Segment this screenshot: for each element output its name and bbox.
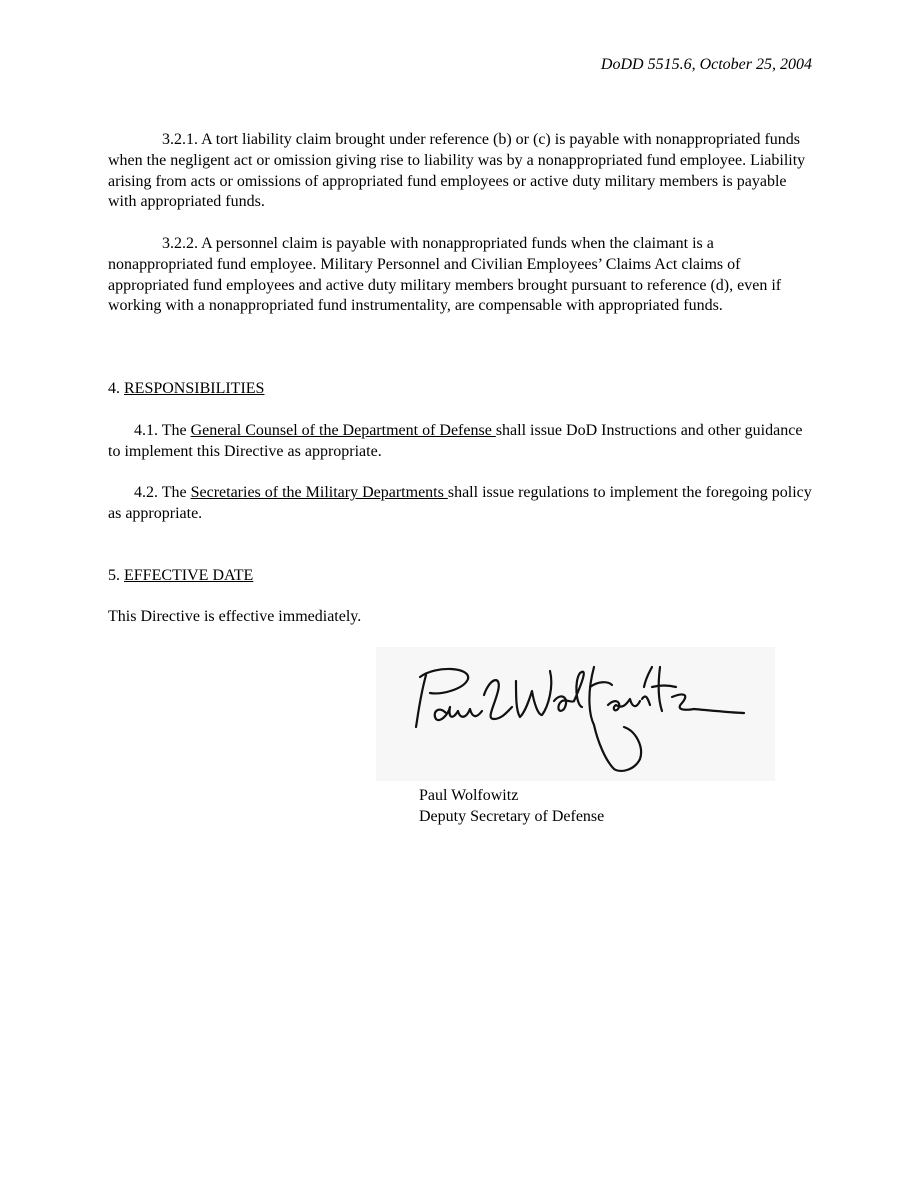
paragraph-4-1-prefix: 4.1. The <box>134 422 191 439</box>
paragraph-3-2-2: 3.2.2. A personnel claim is payable with nonappropriated funds when the claimant is a nonappropriated fund employee. Military Personnel and Civilian Employees’ Claims Act claims of appropriated fund employees and active duty military members brought pursuant to reference (d), even if working with a nonappropriated fund instrumentality, are compensable with appropriated funds. <box>108 235 782 315</box>
section-5-heading <box>108 566 812 587</box>
signatory-title: Deputy Secretary of Defense <box>419 808 605 825</box>
signatory-name: Paul Wolfowitz <box>419 787 519 804</box>
general-counsel-text: General Counsel of the Department of Defense <box>190 422 496 439</box>
handwritten-signature <box>376 647 775 781</box>
military-secretaries-text: Secretaries of the Military Departments <box>190 484 448 501</box>
section-5-body: This Directive is effective immediately. <box>108 608 362 625</box>
paragraph-4-2 <box>108 483 812 525</box>
section-5-title: EFFECTIVE DATE <box>124 567 254 584</box>
section-4-number: 4. <box>108 380 124 397</box>
document-reference: DoDD 5515.6, October 25, 2004 <box>600 56 812 73</box>
paragraph-4-2-prefix: 4.2. The <box>134 484 191 501</box>
section-4-title: RESPONSIBILITIES <box>124 380 265 397</box>
paragraph-4-2-suffix: shall issue regulations to implement the foregoing policy as appropriate. <box>108 484 812 522</box>
section-5-number: 5. <box>108 567 124 584</box>
paragraph-4-1-suffix: shall issue DoD Instructions and other guidance to implement this Directive as appropriate. <box>108 422 803 460</box>
paragraph-3-2-1: 3.2.1. A tort liability claim brought under reference (b) or (c) is payable with nonappropriated funds when the negligent act or omission giving rise to liability was by a nonappropriated fund employee. Liability arising from acts or omissions of appropriated fund employees or active duty military members is payable with appropriated funds. <box>108 131 806 211</box>
section-4-heading <box>108 379 812 400</box>
paragraph-4-1 <box>108 421 812 463</box>
